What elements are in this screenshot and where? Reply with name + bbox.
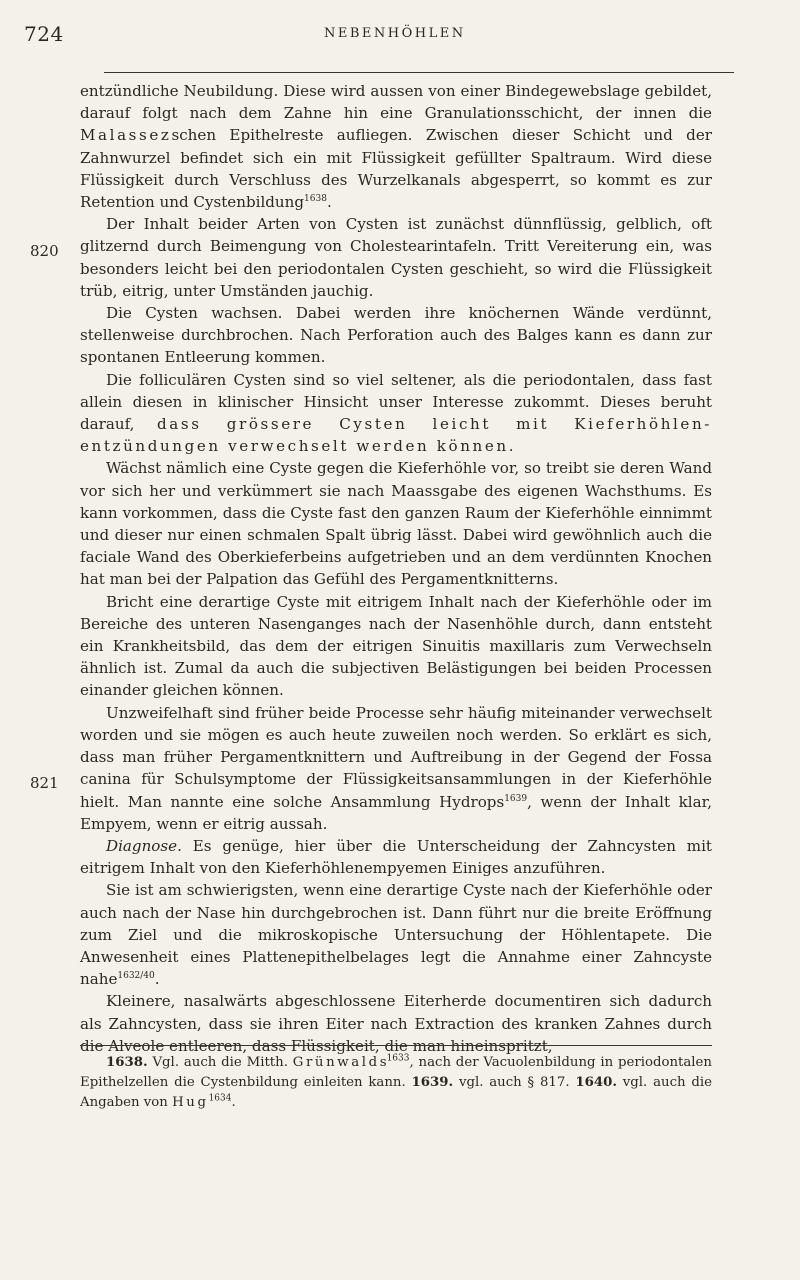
paragraph: Bricht eine derartige Cyste mit eitrigem Inhalt nach der Kieferhöhle oder im Bereiche des unteren Nasenganges nach der Nasenhöhle durch, dann entsteht ein Krankheitsbild, das dem der eitrigen Sinuitis maxillaris zum Verwechseln ähnlich ist. Zumal da auch die subjectiven Belästigungen bei beiden Processen einander gleichen können. <box>80 592 712 700</box>
citation-marker: 1634 <box>208 1093 232 1104</box>
paragraph: Kleinere, nasalwärts abgeschlossene Eiterherde documentiren sich dadurch als Zahncysten, dass sie ihren Eiter nach Extraction des kranken Zahnes durch die Alveole entleeren, dass Flüssigkeit, die man hineinspritzt, <box>80 992 712 1055</box>
paragraph: Diagnose. Es genüge, hier über die Unterscheidung der Zahncysten mit eitrigem Inhalt von den Kieferhöhlenempyemen Einiges anzuführen. <box>80 836 712 878</box>
paragraph: Die Cysten wachsen. Dabei werden ihre knöchernen Wände verdünnt, stellenweise durchbrochen. Nach Perforation auch des Balges kann es dann zur spontanen Entleerung kommen. <box>80 304 712 367</box>
page-header <box>24 20 724 70</box>
paragraph: Die folliculären Cysten sind so viel seltener, als die periodontalen, dass fast allein diesen in klinischer Hinsicht unser Interesse zukommt. Dieses beruht darauf, dass grössere Cysten leicht mit Kieferhöhlen-entzündungen verwechselt werden können. <box>80 370 712 456</box>
citation-marker: 1638 <box>304 193 327 204</box>
running-head: NEBENHÖHLEN <box>324 26 466 41</box>
paragraph: entzündliche Neubildung. Diese wird aussen von einer Bindegewebslage gebildet, darauf folgt nach dem Zahne hin eine Granulationsschicht, der innen die Malassezschen Epithelreste aufliegen. Zwischen dieser Schicht und der Zahnwurzel befindet sich ein mit Flüssigkeit gefüllter Spaltraum. Wird diese Flüssigkeit durch Verschluss des Wurzelkanals abgesperrt, so kommt es zur Retention und Cystenbildung$^{1638}$. <box>80 82 712 212</box>
margin-section-number: 821 <box>30 774 59 792</box>
paragraph: Sie ist am schwierigsten, wenn eine derartige Cyste nach der Kieferhöhle oder auch nach der Nase hin durchgebrochen ist. Dann führt nur die breite Eröffnung zum Ziel und die mikroskopische Untersuchung der Höhlentapete. Die Anwesenheit eines Plattenepithelbelages legt die Annahme einer Zahncyste nahe$^{1632/40}$. <box>80 881 712 989</box>
paragraph: Unzweifelhaft sind früher beide Processe sehr häufig miteinander verwechselt worden und sie mögen es auch heute zuweilen noch werden. So erklärt es sich, dass man früher Pergamentknittern und Auftreibung in der Gegend der Fossa canina für Schulsymptome der Flüssigkeitsansammlungen in der Kieferhöhle hielt. Man nannte eine solche Ansammlung Hydrops$^{1639}$, wenn der Inhalt klar, Empyem, wenn er eitrig aussah. <box>80 703 712 833</box>
main-text <box>80 80 712 1057</box>
footnotes <box>80 1053 712 1113</box>
person-name: Grünwald <box>292 1055 380 1070</box>
margin-section-number: 820 <box>30 242 59 260</box>
header-rule <box>104 72 734 73</box>
person-name: Malassez <box>80 126 172 145</box>
footnote-number: 1640. <box>575 1075 617 1090</box>
footnote: 1638. Vgl. auch die Mitth. Grünwalds$^{1633}$, nach der Vacuolenbildung in periodontalen Epithelzellen die Cystenbildung einleiten kann. 1639. vgl. auch § 817. 1640. vgl. auch die Angaben von Hug$^{1634}$. <box>80 1053 712 1110</box>
paragraph: Der Inhalt beider Arten von Cysten ist zunächst dünnflüssig, gelblich, oft glitzernd durch Beimengung von Cholestearintafeln. Tritt Vereiterung ein, was besonders leicht bei den periodontalen Cysten geschieht, so wird die Flüssigkeit trüb, eitrig, unter Umständen jauchig. <box>80 215 712 300</box>
footnote-number: 1638. <box>106 1055 148 1070</box>
emphasized-text: dass grössere Cysten leicht mit Kieferhöhlen-entzündungen verwechselt werden können. <box>80 415 712 456</box>
page-number: 724 <box>24 22 64 46</box>
citation-marker: 1633 <box>386 1053 410 1064</box>
paragraph: Wächst nämlich eine Cyste gegen die Kieferhöhle vor, so treibt sie deren Wand vor sich her und verkümmert sie nach Maassgabe des eigenen Wachsthums. Es kann vorkommen, dass die Cyste fast den ganzen Raum der Kieferhöhle einnimmt und dieser nur einen schmalen Spalt übrig lässt. Dabei wird gewöhnlich auch die faciale Wand des Oberkieferbeins aufgetrieben und an dem verdünnten Knochen hat man bei der Palpation das Gefühl des Pergamentknitterns. <box>80 459 712 589</box>
citation-marker: 1632/40 <box>117 971 155 982</box>
section-heading: Diagnose. <box>106 836 182 855</box>
footnote-number: 1639. <box>411 1075 454 1090</box>
footnote-rule <box>80 1045 712 1046</box>
person-name: Hug <box>172 1095 209 1110</box>
citation-marker: 1639 <box>504 793 528 804</box>
